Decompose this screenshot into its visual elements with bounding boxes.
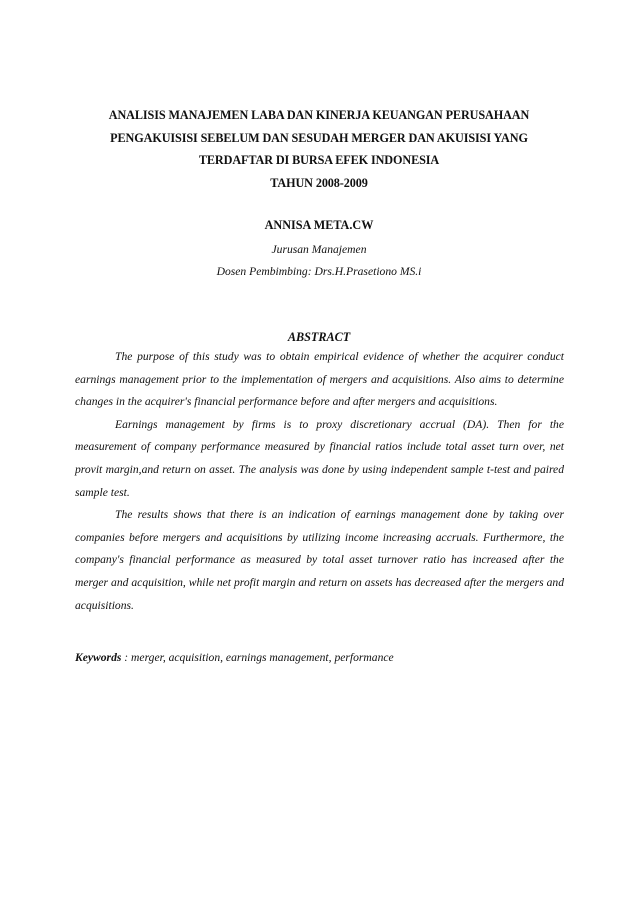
title-line-3: TERDAFTAR DI BURSA EFEK INDONESIA bbox=[198, 153, 440, 167]
author-name: ANNISA META.CW bbox=[264, 218, 374, 232]
department: Jurusan Manajemen bbox=[271, 243, 367, 256]
paper-title bbox=[60, 104, 578, 194]
abstract-paragraph-1: The purpose of this study was to obtain empirical evidence of whether the acquirer conduct earnings management prior to the implementation of mergers and acquisitions. Also aims to determine changes in the acquirer's financial performance before and after mergers and acquisitions. bbox=[75, 350, 564, 409]
supervisor: Dosen Pembimbing: Drs.H.Prasetiono MS.i bbox=[216, 265, 422, 278]
keywords bbox=[75, 651, 564, 664]
keywords-label: Keywords bbox=[75, 651, 122, 664]
title-line-4: TAHUN 2008-2009 bbox=[270, 175, 368, 190]
abstract-paragraph-2: Earnings management by firms is to proxy discretionary accrual (DA). Then for the measurement of company performance measured by financial ratios include total asset turn over, net provit margin,and return on asset. The analysis was done by using independent sample t-test and paired sample test. bbox=[75, 417, 564, 499]
title-line-1: ANALISIS MANAJEMEN LABA DAN KINERJA KEUANGAN PERUSAHAAN bbox=[108, 108, 530, 122]
abstract-heading: ABSTRACT bbox=[287, 330, 351, 344]
title-line-2: PENGAKUISISI SEBELUM DAN SESUDAH MERGER DAN AKUISISI YANG bbox=[110, 130, 528, 145]
abstract-body bbox=[75, 346, 564, 617]
keywords-separator: : bbox=[121, 651, 132, 664]
keywords-text: merger, acquisition, earnings management, performance bbox=[131, 651, 394, 664]
abstract-paragraph-3: The results shows that there is an indication of earnings management done by taking over companies before mergers and acquisitions by utilizing income increasing accruals. Furthermore, the company's financial performance as measured by total asset turnover ratio has increased after the merger and acquisition, while net profit margin and return on assets has decreased after the mergers and acquisitions. bbox=[75, 508, 564, 612]
